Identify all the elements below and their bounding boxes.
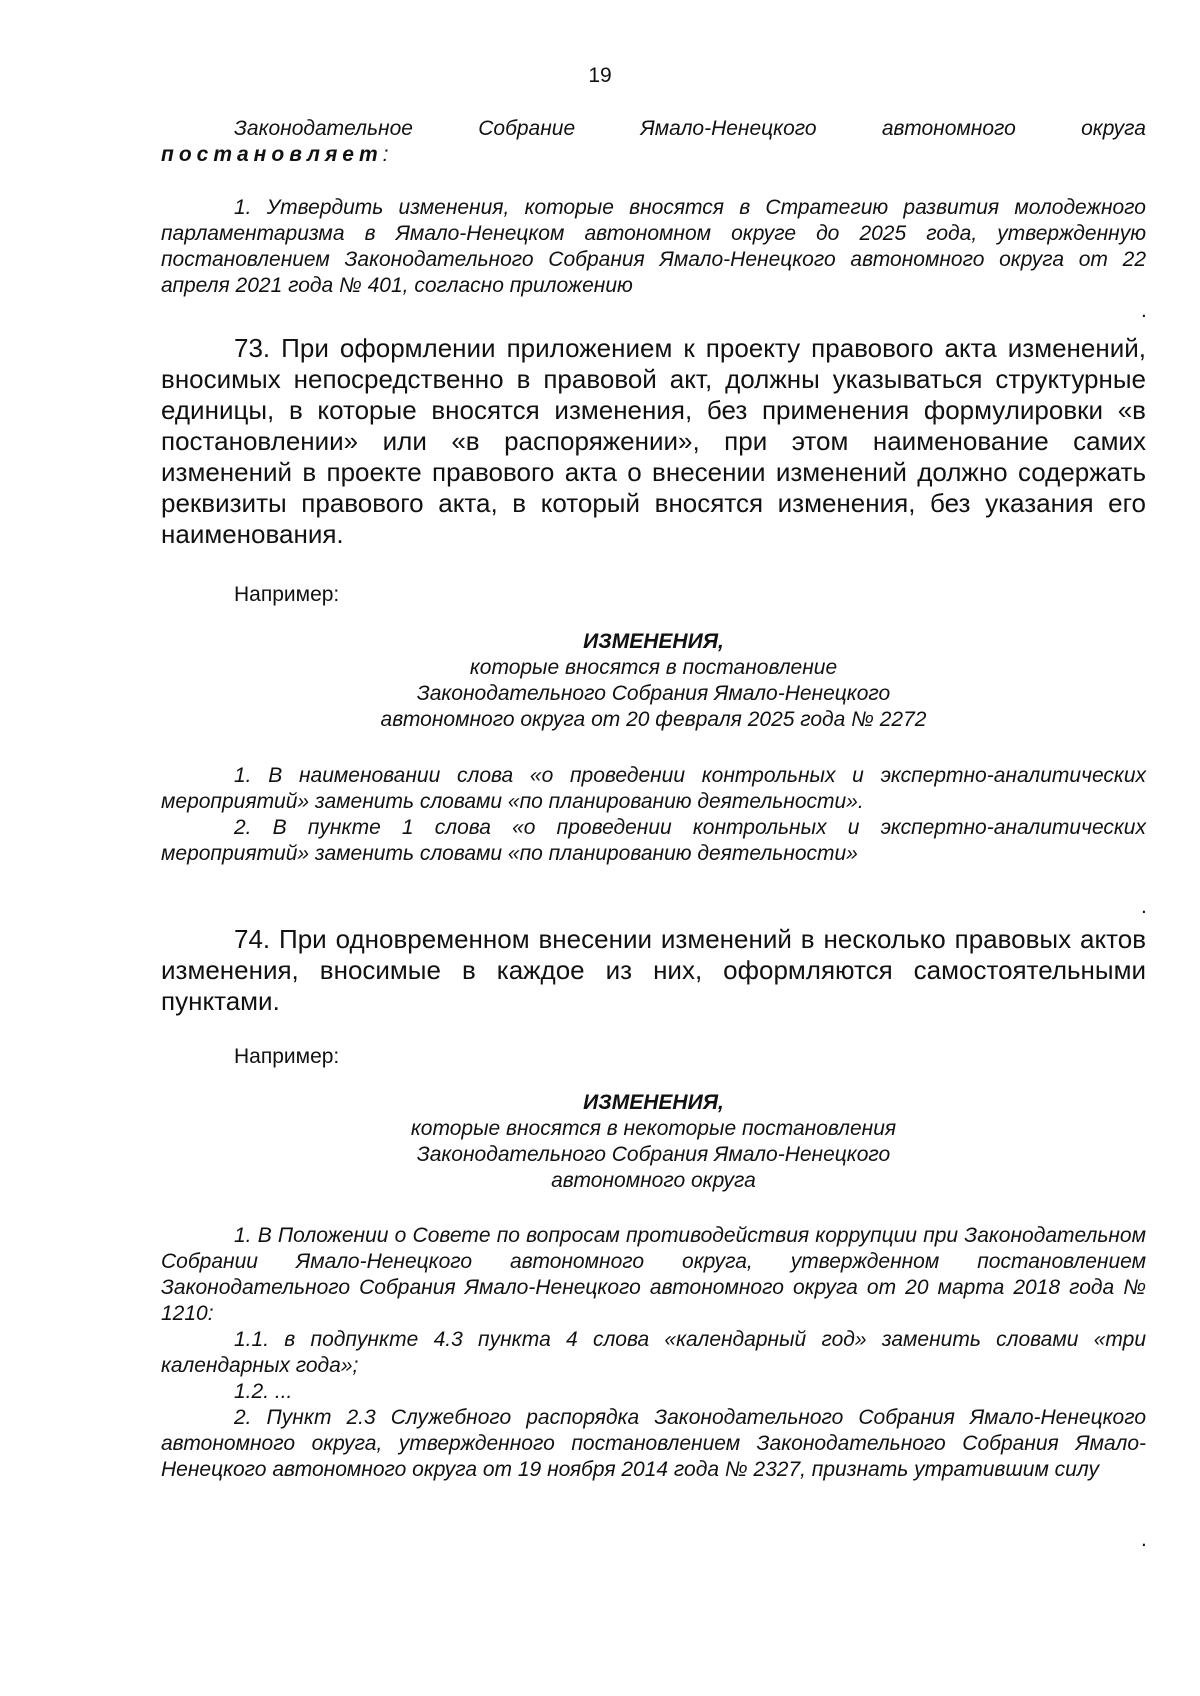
changes-heading-1 [161, 629, 1146, 733]
changes-1-item-1: 1. В наименовании слова «о проведении контрольных и экспертно-аналитических мероприятий» заменить словами «по планированию деятельности». [161, 764, 1146, 813]
changes-2-item-2: 2. Пункт 2.3 Служебного распорядка Законодательного Собрания Ямало-Ненецкого автономного округа, утвержденного постановлением Законодательного Собрания Ямало-Ненецкого автономного округа от 19 ноября 2014 года № 2327, признать утратившим силу [161, 1406, 1146, 1481]
decides-word: постановляет [161, 143, 383, 166]
example-label-text-2: Например: [234, 1045, 340, 1068]
paragraph-74-text: 74. При одновременном внесении изменений в несколько правовых актов изменения, вносимые в каждое из них, оформляются самостоятельными пунктами. [161, 924, 1146, 1016]
page-number: 19 [588, 64, 612, 87]
example-label-2 [161, 1044, 1146, 1070]
trailing-dot-1: . [1141, 299, 1147, 322]
changes-subtitle-2-line1: которые вносятся в некоторые постановления [410, 1117, 897, 1140]
changes-items-1 [161, 763, 1146, 867]
changes-items-2 [161, 1223, 1146, 1483]
intro-decides [161, 142, 1146, 168]
trailing-dot-2: . [1141, 895, 1147, 918]
changes-subtitle-2-line3: автономного округа [551, 1169, 756, 1192]
changes-title-1: ИЗМЕНЕНИЯ, [583, 630, 724, 653]
trailing-dot-3: . [1141, 1528, 1147, 1551]
decides-colon: : [382, 143, 389, 166]
changes-1-item-2: 2. В пункте 1 слова «о проведении контрольных и экспертно-аналитических мероприятий» заменить словами «по планированию деятельности» [161, 816, 1146, 865]
changes-title-2: ИЗМЕНЕНИЯ, [583, 1091, 724, 1114]
intro-paragraph [161, 116, 1146, 168]
example1-item [161, 195, 1146, 299]
intro-line: Законодательное Собрание Ямало-Ненецкого автономного округа [234, 117, 1146, 140]
changes-subtitle-1-line3: автономного округа от 20 февраля 2025 года № 2272 [380, 708, 927, 731]
changes-heading-2 [161, 1090, 1146, 1194]
changes-subtitle-1-line2: Законодательного Собрания Ямало-Ненецкого [416, 682, 891, 705]
example1-item-text: 1. Утвердить изменения, которые вносятся в Стратегию развития молодежного парламентаризма в Ямало-Ненецком автономном округе до 2025 года, утвержденную постановлением Законодательного Собрания Ямало-Ненецкого автономного округа от 22 апреля 2021 года № 401, согласно приложению [161, 196, 1146, 297]
paragraph-73 [161, 333, 1146, 550]
changes-2-item-1-2: 1.2. ... [234, 1380, 293, 1403]
paragraph-74 [161, 924, 1146, 1017]
paragraph-73-text: 73. При оформлении приложением к проекту правового акта изменений, вносимых непосредственно в правовой акт, должны указываться структурные единицы, в которые вносятся изменения, без применения формулировки «в постановлении» или «в распоряжении», при этом наименование самих изменений в проекте правового акта о внесении изменений должно содержать реквизиты правового акта, в который вносятся изменения, без указания его наименования. [161, 333, 1146, 549]
changes-subtitle-2-line2: Законодательного Собрания Ямало-Ненецкого [416, 1143, 891, 1166]
example-label-text-1: Например: [234, 583, 340, 606]
changes-2-item-1: 1. В Положении о Совете по вопросам противодействия коррупции при Законодательном Собрании Ямало-Ненецкого автономного округа, утвержденном постановлением Законодательного Собрания Ямало-Ненецкого автономного округа от 20 марта 2018 года № 1210: [161, 1224, 1146, 1325]
changes-subtitle-1-line1: которые вносятся в постановление [469, 656, 838, 679]
changes-2-item-1-1: 1.1. в подпункте 4.3 пункта 4 слова «календарный год» заменить словами «три календарных года»; [161, 1328, 1146, 1377]
example-label-1 [161, 582, 1146, 608]
